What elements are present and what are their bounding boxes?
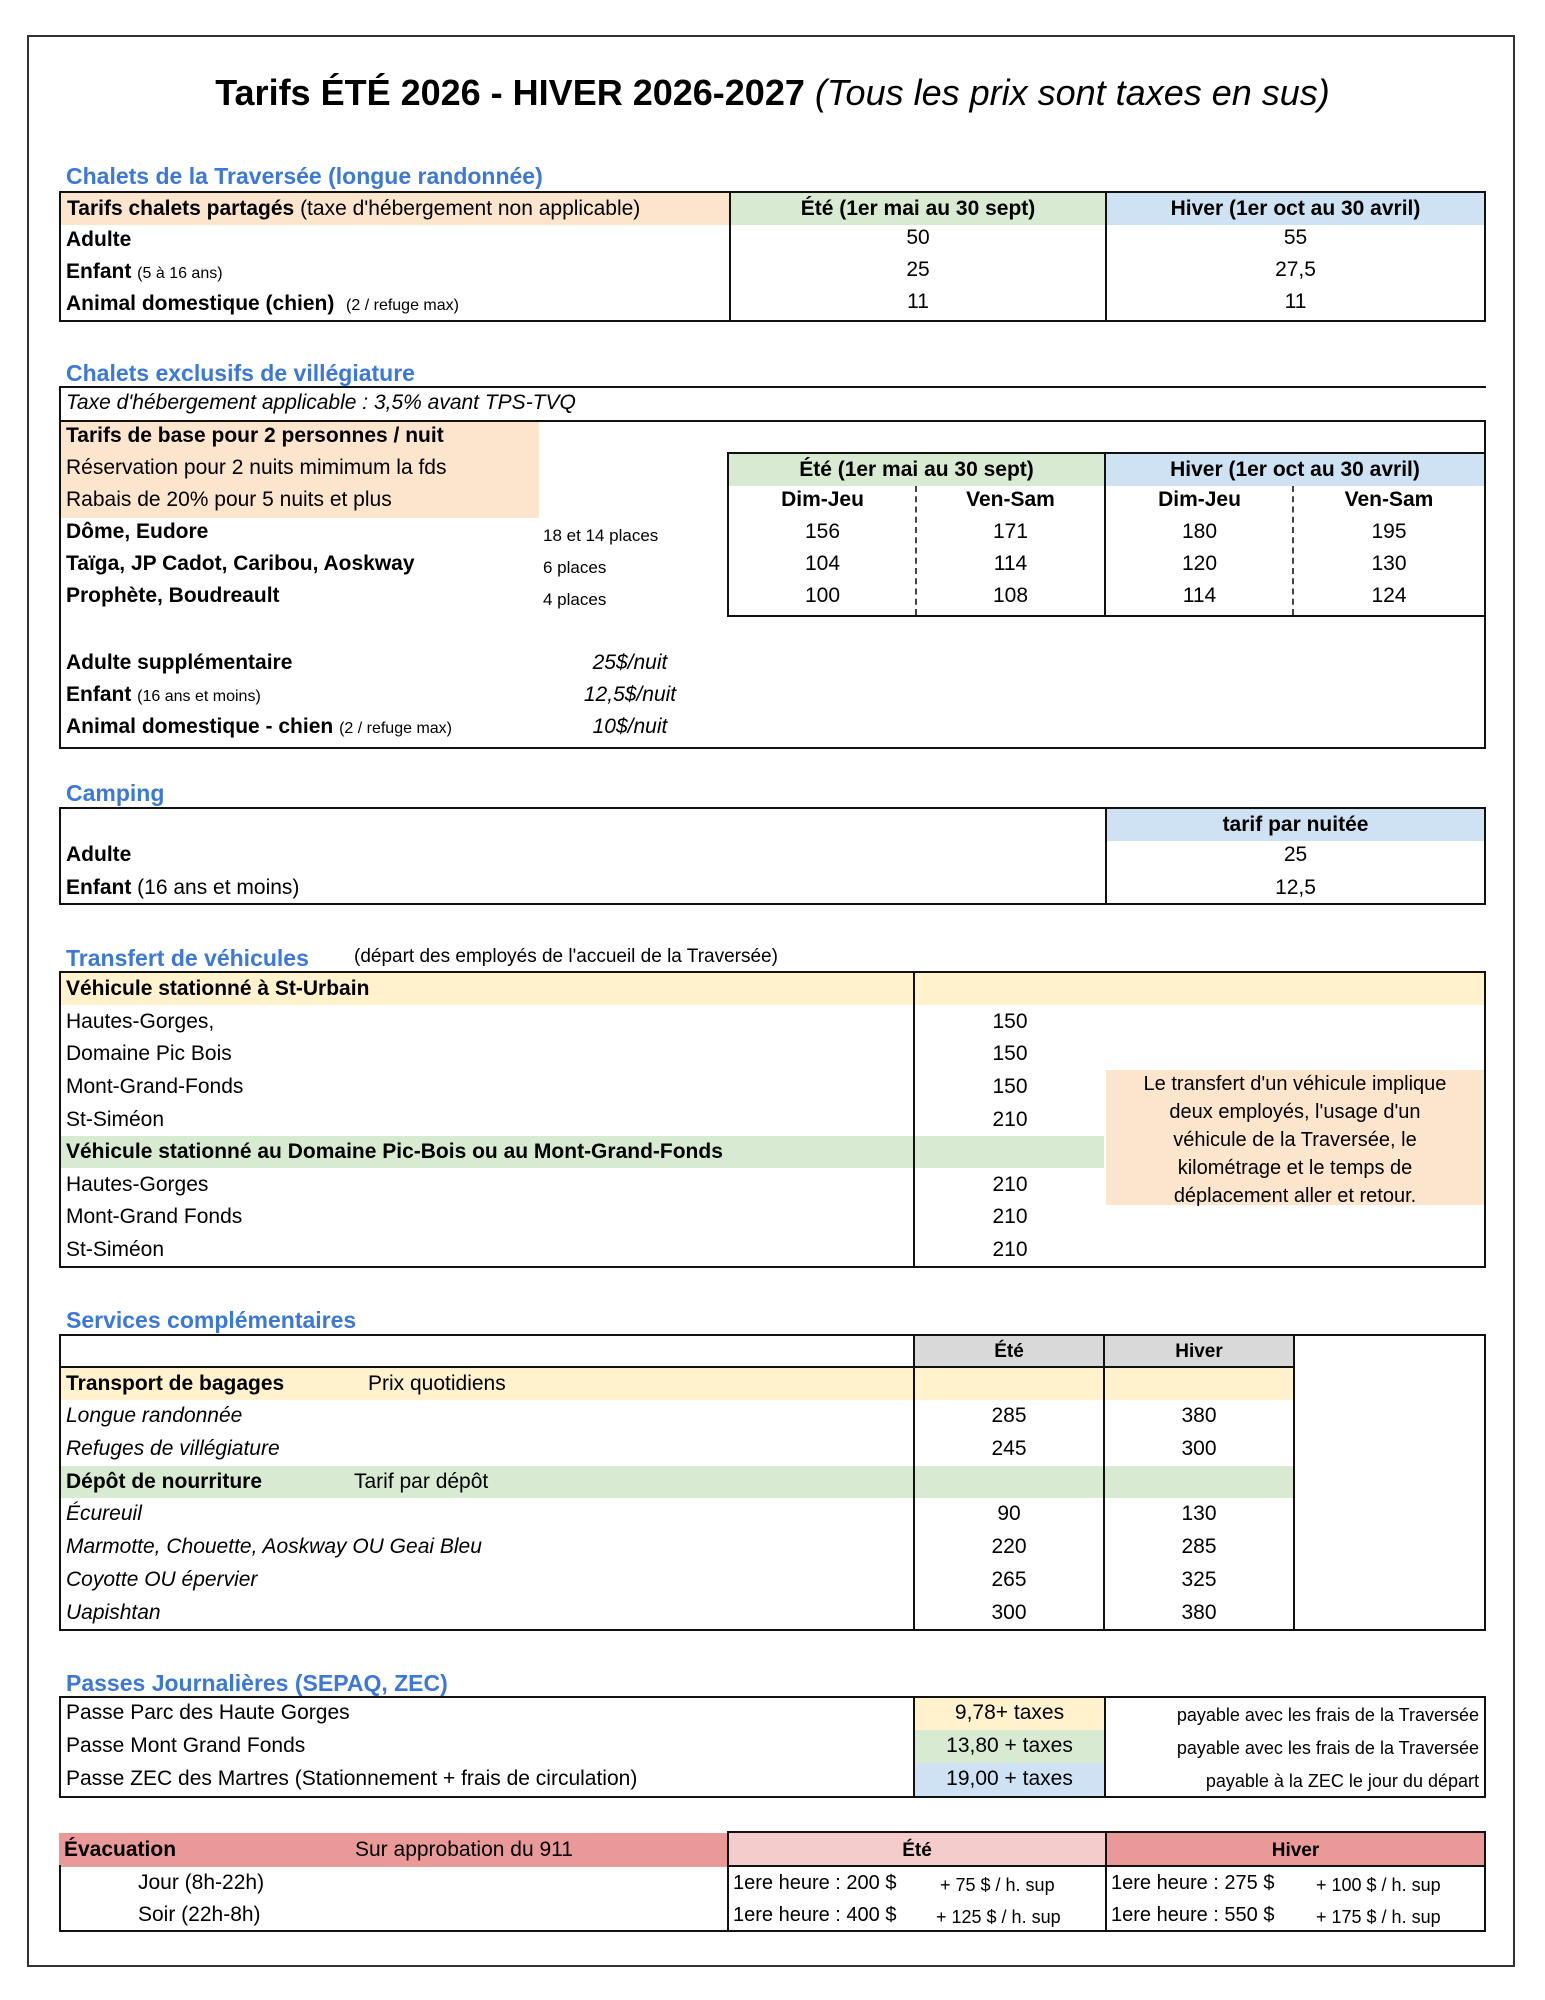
- extra-label: Adulte supplémentaire: [66, 651, 293, 674]
- base-title: Tarifs de base pour 2 personnes / nuit: [66, 424, 444, 447]
- price: 195: [1371, 520, 1407, 543]
- evacuation-title: Évacuation: [64, 1838, 177, 1861]
- row-label: Passe Mont Grand Fonds: [66, 1734, 306, 1757]
- row-label: Passe Parc des Haute Gorges: [66, 1701, 350, 1724]
- price: 114: [993, 552, 1028, 575]
- section-heading-passes: Passes Journalières (SEPAQ, ZEC): [66, 1670, 448, 1696]
- price: 210: [992, 1108, 1028, 1131]
- col-ete: Été: [994, 1341, 1024, 1362]
- label: Animal domestique (chien): [66, 292, 335, 315]
- extra-label: [66, 711, 452, 745]
- col-hiver: Hiver (1er oct au 30 avril): [1106, 454, 1484, 486]
- price: 12,5: [1275, 876, 1316, 899]
- payment-note: payable avec les frais de la Traversée: [1176, 1705, 1479, 1725]
- price: 114: [1182, 584, 1217, 607]
- divider: [1105, 1865, 1107, 1932]
- group-title: Véhicule stationné au Domaine Pic-Bois ou au Mont-Grand-Fonds: [66, 1140, 723, 1163]
- hiver-first-hour: 1ere heure : 550 $: [1111, 1904, 1275, 1926]
- extra-price: 25$/nuit: [592, 651, 668, 674]
- price: 210: [992, 1205, 1028, 1228]
- label: Enfant: [66, 683, 132, 706]
- row-label: [66, 288, 459, 322]
- row-label: Écureuil: [66, 1502, 142, 1525]
- note: (16 ans et moins): [137, 688, 261, 705]
- title-main: Tarifs ÉTÉ 2026 - HIVER 2026-2027: [215, 72, 805, 113]
- label: Enfant: [66, 260, 132, 283]
- price-hiver: 11: [1284, 290, 1307, 313]
- label: Animal domestique - chien: [66, 715, 334, 738]
- price: 150: [992, 1010, 1028, 1033]
- header-label: Tarifs chalets partagés: [67, 197, 295, 220]
- note-line: véhicule de la Traversée, le: [1173, 1129, 1417, 1151]
- row-label: [66, 256, 223, 290]
- price: 150: [992, 1075, 1028, 1098]
- price-ete: 285: [991, 1404, 1027, 1427]
- ete-extra-hour: + 75 $ / h. sup: [940, 1875, 1055, 1895]
- row-label: Adulte: [66, 228, 132, 251]
- row-label: Uapishtan: [66, 1601, 161, 1624]
- hiver-first-hour: 1ere heure : 275 $: [1111, 1872, 1275, 1894]
- price: 156: [804, 520, 841, 543]
- ete-first-hour: 1ere heure : 400 $: [733, 1904, 897, 1926]
- price: 210: [992, 1173, 1028, 1196]
- price-hiver: 300: [1181, 1437, 1217, 1460]
- title-sub: (Tous les prix sont taxes en sus): [814, 72, 1330, 113]
- row-label: St-Siméon: [66, 1108, 165, 1131]
- row-label: Soir (22h-8h): [138, 1903, 261, 1926]
- group-title: Véhicule stationné à St-Urbain: [66, 977, 370, 1000]
- price: 120: [1181, 552, 1218, 575]
- transfert-note: [1106, 1070, 1484, 1210]
- section-heading-chalets-exclusifs: Chalets exclusifs de villégiature: [66, 360, 415, 386]
- price: 104: [804, 552, 841, 575]
- row-label: Marmotte, Chouette, Aoskway OU Geai Bleu: [66, 1535, 482, 1558]
- note: (2 / refuge max): [339, 720, 452, 737]
- price-ete: 245: [991, 1437, 1027, 1460]
- section-heading-chalets-traversee: Chalets de la Traversée (longue randonnée): [66, 163, 543, 189]
- col-hiver: Hiver (1er oct au 30 avril): [1107, 193, 1484, 225]
- note: (16 ans et moins): [137, 876, 300, 899]
- row-places: 6 places: [543, 558, 607, 577]
- price-hiver: 285: [1181, 1535, 1217, 1558]
- col-hiver: Hiver: [1271, 1840, 1320, 1861]
- label: Dépôt de nourriture: [66, 1470, 263, 1493]
- row-label: [66, 872, 299, 904]
- price: 124: [1371, 584, 1407, 607]
- price: 19,00 + taxes: [946, 1767, 1073, 1790]
- row-label: Adulte: [66, 843, 132, 866]
- page-title: [0, 72, 1545, 114]
- header-shared-chalets: [61, 193, 729, 225]
- subcol-hiver-ven-sam: Ven-Sam: [1344, 488, 1434, 511]
- price: 100: [804, 584, 841, 607]
- col-ete: Été (1er mai au 30 sept): [729, 454, 1104, 486]
- row-label: Mont-Grand-Fonds: [66, 1075, 244, 1098]
- extra-price: 12,5$/nuit: [583, 683, 677, 706]
- note: (2 / refuge max): [346, 297, 459, 314]
- price: 13,80 + taxes: [946, 1734, 1073, 1757]
- row-label: Prophète, Boudreault: [66, 584, 280, 607]
- row-label: Hautes-Gorges,: [66, 1010, 215, 1033]
- ete-first-hour: 1ere heure : 200 $: [733, 1872, 897, 1894]
- price-hiver: 380: [1181, 1601, 1217, 1624]
- col-hiver: Hiver: [1175, 1341, 1223, 1362]
- price-ete: 265: [991, 1568, 1027, 1591]
- hiver-extra-hour: + 100 $ / h. sup: [1316, 1875, 1441, 1895]
- price: 9,78+ taxes: [954, 1701, 1065, 1724]
- row-label: Jour (8h-22h): [138, 1871, 265, 1894]
- row-label: Refuges de villégiature: [66, 1437, 280, 1460]
- note: (5 à 16 ans): [137, 265, 223, 282]
- price-hiver: 325: [1181, 1568, 1217, 1591]
- note-line: Le transfert d'un véhicule implique: [1143, 1073, 1447, 1095]
- note-line: kilométrage et le temps de: [1177, 1157, 1413, 1179]
- transfert-subheading: (départ des employés de l'accueil de la Traversée): [354, 946, 778, 967]
- note-line: déplacement aller et retour.: [1173, 1185, 1417, 1207]
- group-note: Tarif par dépôt: [354, 1470, 489, 1493]
- price-hiver: 27,5: [1275, 258, 1316, 281]
- subcol-ete-dim-jeu: Dim-Jeu: [781, 488, 864, 511]
- hiver-extra-hour: + 175 $ / h. sup: [1316, 1907, 1441, 1927]
- price: 210: [992, 1238, 1028, 1261]
- price-hiver: 130: [1181, 1502, 1217, 1525]
- divider: [1293, 1336, 1295, 1629]
- price-ete: 300: [991, 1601, 1027, 1624]
- col-ete: Été: [902, 1840, 932, 1861]
- evacuation-note: Sur approbation du 911: [355, 1838, 573, 1861]
- price: 171: [992, 520, 1029, 543]
- payment-note: payable à la ZEC le jour du départ: [1205, 1771, 1479, 1791]
- row-label: Longue randonnée: [66, 1404, 243, 1427]
- section-heading-services: Services complémentaires: [66, 1307, 357, 1333]
- group-note: Prix quotidiens: [368, 1372, 506, 1395]
- extra-label: [66, 679, 261, 713]
- col-ete: Été (1er mai au 30 sept): [731, 193, 1105, 225]
- note-line: deux employés, l'usage d'un: [1169, 1101, 1421, 1123]
- reservation-note: Réservation pour 2 nuits mimimum la fds: [66, 456, 447, 479]
- row-label: Taïga, JP Cadot, Caribou, Aoskway: [66, 552, 415, 575]
- header-note: (taxe d'hébergement non applicable): [300, 197, 641, 220]
- ete-extra-hour: + 125 $ / h. sup: [936, 1907, 1061, 1927]
- payment-note: payable avec les frais de la Traversée: [1176, 1738, 1479, 1758]
- rabais-note: Rabais de 20% pour 5 nuits et plus: [66, 488, 392, 511]
- subcol-hiver-dim-jeu: Dim-Jeu: [1158, 488, 1241, 511]
- left-rule: [59, 386, 61, 422]
- extra-price: 10$/nuit: [592, 715, 668, 738]
- price-hiver: 380: [1181, 1404, 1217, 1427]
- label: Enfant: [66, 876, 132, 899]
- price: 25: [1283, 843, 1308, 866]
- price: 180: [1181, 520, 1218, 543]
- price-ete: 220: [991, 1535, 1027, 1558]
- price-hiver: 55: [1283, 226, 1308, 249]
- section-heading-transfert: Transfert de véhicules: [66, 945, 309, 971]
- row-label: Dôme, Eudore: [66, 520, 209, 543]
- price-ete: 50: [906, 226, 930, 249]
- group-title: [66, 1466, 262, 1498]
- price: 130: [1371, 552, 1407, 575]
- row-places: 4 places: [543, 590, 607, 609]
- price: 150: [992, 1042, 1028, 1065]
- price-ete: 11: [907, 290, 929, 313]
- group-title: [66, 1368, 284, 1400]
- row-label: St-Siméon: [66, 1238, 165, 1261]
- price-ete: 25: [906, 258, 930, 281]
- section-heading-camping: Camping: [66, 780, 165, 806]
- row-label: Hautes-Gorges: [66, 1173, 209, 1196]
- row-label: Passe ZEC des Martres (Stationnement + frais de circulation): [66, 1767, 638, 1790]
- price-ete: 90: [997, 1502, 1021, 1525]
- price: 108: [992, 584, 1029, 607]
- subcol-ete-ven-sam: Ven-Sam: [966, 488, 1055, 511]
- row-places: 18 et 14 places: [543, 526, 659, 545]
- divider: [727, 1865, 729, 1932]
- col-tarif-nuitee: tarif par nuitée: [1107, 809, 1484, 841]
- row-label: Coyotte OU épervier: [66, 1568, 258, 1591]
- label: Transport de bagages: [66, 1372, 285, 1395]
- row-label: Domaine Pic Bois: [66, 1042, 232, 1065]
- row-label: Mont-Grand Fonds: [66, 1205, 243, 1228]
- tax-note: Taxe d'hébergement applicable : 3,5% avant TPS-TVQ: [66, 391, 576, 414]
